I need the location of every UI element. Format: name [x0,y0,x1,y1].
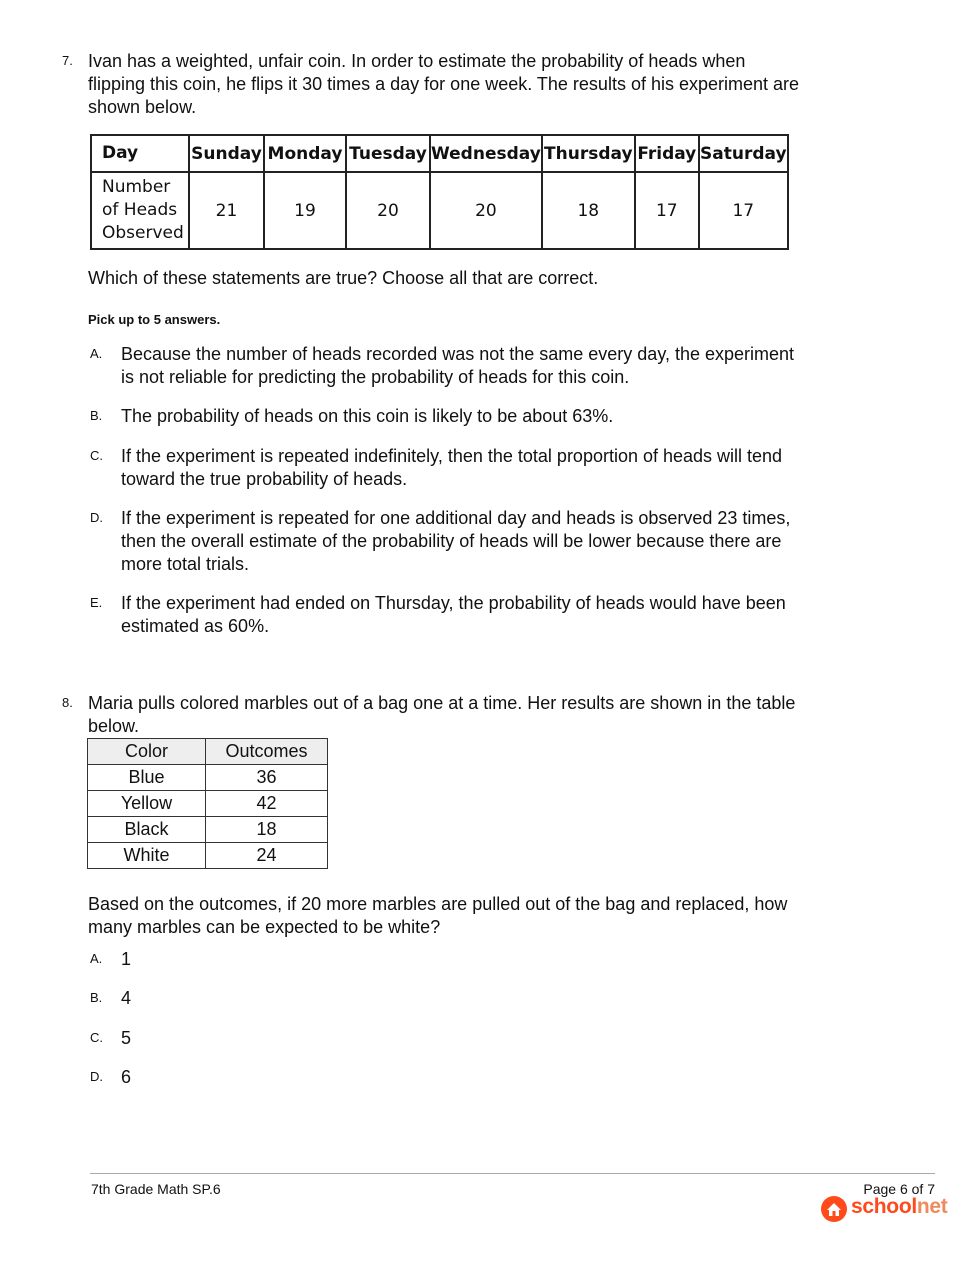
question-number: 7. [62,53,73,68]
table-cell: 17 [699,172,788,249]
table-cell: 20 [346,172,430,249]
question-prompt: Which of these statements are true? Choose all that are correct. [88,268,599,288]
brand-name-part: net [916,1195,948,1218]
row-label-line: Observed [102,223,184,243]
table-row [91,172,788,249]
option-letter: B. [90,990,103,1005]
table-header-cell: Tuesday [346,135,430,172]
option-line: Because the number of heads recorded was not the same every day, the experiment [121,344,795,364]
option-text [121,507,790,576]
option-line: estimated as 60%. [121,616,270,636]
table-cell: Black [88,817,206,843]
option-line: is not reliable for predicting the probability of heads for this coin. [121,367,630,387]
table-header-cell: Thursday [542,135,635,172]
option-text: 4 [121,988,132,1008]
table-cell: 18 [542,172,635,249]
table-cell: Blue [88,765,206,791]
option-letter: B. [90,408,103,423]
footer-divider [90,1173,935,1174]
table-header-cell: Wednesday [430,135,542,172]
option-letter: C. [90,448,103,463]
option-letter: D. [90,510,103,525]
table-cell: 21 [189,172,264,249]
table-cell: 19 [264,172,346,249]
table-cell: White [88,843,206,869]
option-line: more total trials. [121,554,250,574]
prompt-line: many marbles can be expected to be white? [88,917,441,937]
table-header-cell: Day [91,135,189,172]
option-text [121,343,794,389]
row-label-cell [91,172,189,249]
option-text: 1 [121,949,132,969]
marble-results-table [87,738,328,869]
option-line: The probability of heads on this coin is likely to be about 63%. [121,406,614,426]
option-line: If the experiment had ended on Thursday, the probability of heads would have been [121,593,786,613]
question-stem [88,692,795,738]
table-header-cell: Outcomes [206,739,328,765]
option-line: If the experiment is repeated for one additional day and heads is observed 23 times, [121,508,791,528]
option-text [121,405,613,428]
option-text [121,445,782,491]
table-header-cell: Friday [635,135,699,172]
table-row [88,843,328,869]
coin-results-table [90,134,789,250]
row-label-line: Number [102,177,171,197]
stem-line: flipping this coin, he flips it 30 times a day for one week. The results of his experiment are [88,74,800,94]
footer-course-title: 7th Grade Math SP.6 [91,1181,221,1197]
table-cell: 18 [206,817,328,843]
question-prompt [88,893,787,939]
option-line: toward the true probability of heads. [121,469,408,489]
prompt-line: Based on the outcomes, if 20 more marbles are pulled out of the bag and replaced, how [88,894,788,914]
option-letter: A. [90,346,103,361]
table-row [88,817,328,843]
table-header-row [91,135,788,172]
stem-line: shown below. [88,97,197,117]
table-cell: 17 [635,172,699,249]
table-cell: 24 [206,843,328,869]
brand-name [851,1195,948,1219]
table-header-cell: Monday [264,135,346,172]
option-letter: E. [90,595,103,610]
option-text: 5 [121,1028,132,1048]
brand-name-part: school [851,1195,917,1218]
table-row [88,791,328,817]
table-cell: 36 [206,765,328,791]
table-header-row [88,739,328,765]
footer-page-number: Page 6 of 7 [863,1181,935,1197]
option-letter: D. [90,1069,103,1084]
table-cell: 20 [430,172,542,249]
option-line: then the overall estimate of the probability of heads will be lower because there are [121,531,782,551]
option-line: If the experiment is repeated indefinitely, then the total proportion of heads will tend [121,446,783,466]
option-text: 6 [121,1067,132,1087]
table-header-cell: Saturday [699,135,788,172]
stem-line: Ivan has a weighted, unfair coin. In order to estimate the probability of heads when [88,51,746,71]
schoolnet-logo [820,1195,948,1223]
stem-line: below. [88,716,140,736]
option-letter: A. [90,951,103,966]
row-label-line: of Heads [102,200,178,220]
table-cell: 42 [206,791,328,817]
answer-instruction: Pick up to 5 answers. [88,312,221,327]
table-header-cell: Color [88,739,206,765]
table-cell: Yellow [88,791,206,817]
table-header-cell: Sunday [189,135,264,172]
stem-line: Maria pulls colored marbles out of a bag one at a time. Her results are shown in the table [88,693,796,713]
question-stem [88,50,799,119]
house-icon [820,1195,848,1223]
option-letter: C. [90,1030,103,1045]
table-row [88,765,328,791]
option-text [121,592,786,638]
question-number: 8. [62,695,73,710]
